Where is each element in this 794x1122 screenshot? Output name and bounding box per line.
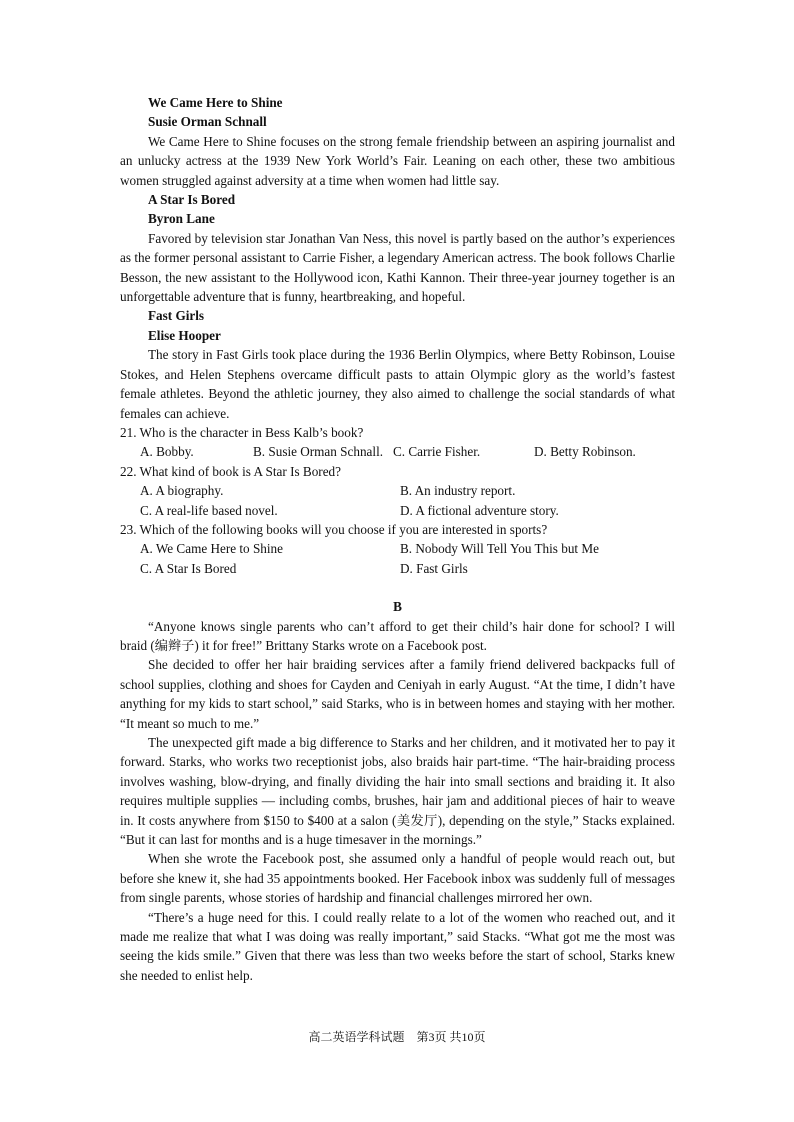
passage-paragraph: She decided to offer her hair braiding services after a family friend delivered backpacks full of school supplies, clothing and shoes for Cayden and Ceniyah in early August. “At the time, I didn’t have anything for my kids to start school,” said Starks, who is in between homes and staying with her mother. “It meant so much to me.” (120, 657, 675, 731)
book-title: A Star Is Bored (148, 192, 236, 208)
option-a: A. We Came Here to Shine (140, 541, 283, 557)
option-a: A. A biography. (140, 483, 224, 499)
book-title: Fast Girls (148, 308, 205, 324)
question-stem: 23. Which of the following books will you choose if you are interested in sports? (120, 521, 548, 537)
option-d: D. Betty Robinson. (534, 444, 636, 460)
question-options (120, 442, 675, 461)
passage-paragraph: “There’s a huge need for this. I could really relate to a lot of the women who reached out, and it made me realize that what I was doing was really important,” said Stacks. “What got me the most was seeing the kids smile.” Given that there was less than two weeks before the start of school, Starks knew she needed to enlist help. (120, 909, 675, 983)
option-c: C. A real-life based novel. (140, 502, 278, 518)
book-description: The story in Fast Girls took place during the 1936 Berlin Olympics, where Betty Robinson, Louise Stokes, and Helen Stephens overcame difficult pasts to attain Olympic glory as the world’s fastest female athletes. Beyond the athletic journey, they also aimed to challenge the social standards of what females can achieve. (120, 347, 675, 421)
question-options (120, 481, 675, 520)
option-b: B. Nobody Will Tell You This but Me (400, 541, 599, 557)
question-22 (120, 462, 675, 520)
option-d: D. A fictional adventure story. (400, 502, 559, 518)
book-description: Favored by television star Jonathan Van Ness, this novel is partly based on the author’s experiences as the former personal assistant to Carrie Fisher, a legendary American actress. The book follows Charlie Besson, the new assistant to the Hollywood icon, Kathi Kannon. Their three-year journey together is an unforgettable adventure that is funny, heartbreaking, and hopeful. (120, 230, 675, 305)
option-c: C. A Star Is Bored (140, 560, 237, 576)
option-a: A. Bobby. (140, 444, 194, 460)
book-author: Elise Hooper (148, 327, 221, 343)
exam-page (120, 93, 675, 985)
passage-paragraph: The unexpected gift made a big difference to Starks and her children, and it motivated her to pay it forward. Starks, who works two receptionist jobs, also braids hair part-time. “The hair-braiding process involves washing, blow-drying, and finally dividing the hair into small sections and braiding it. It also requires multiple supplies — including combs, brushes, hair jam and additional pieces of hair to weave in. It costs anywhere from $150 to $400 at a salon (美发厅), depending on the style,” Stacks explained. “But it can last for months and is a huge timesaver in the mornings.” (120, 735, 675, 848)
option-b: B. Susie Orman Schnall. (253, 444, 384, 460)
option-d: D. Fast Girls (400, 560, 468, 576)
book-author: Susie Orman Schnall (148, 114, 267, 130)
page-footer: 高二英语学科试题 第3页 共10页 (308, 1030, 486, 1044)
passage-paragraph: “Anyone knows single parents who can’t afford to get their child’s hair done for school? I will braid (编辫子) it for free!” Brittany Starks wrote on a Facebook post. (120, 618, 675, 653)
question-stem: 21. Who is the character in Bess Kalb’s book? (120, 424, 364, 440)
book-entry (120, 93, 675, 190)
book-entry (120, 190, 675, 306)
book-entry (120, 306, 675, 422)
option-c: C. Carrie Fisher. (393, 444, 481, 460)
book-title: We Came Here to Shine (148, 95, 283, 110)
option-b: B. An industry report. (400, 483, 516, 499)
question-options (120, 539, 675, 578)
passage-paragraph: When she wrote the Facebook post, she assumed only a handful of people would reach out, but before she knew it, she had 35 appointments booked. Her Facebook inbox was suddenly full of messages from single parents, whose stories of hardship and financial challenges mirrored her own. (120, 851, 675, 906)
section-label: B (393, 599, 402, 615)
book-author: Byron Lane (148, 211, 215, 227)
question-23 (120, 520, 675, 578)
book-description: We Came Here to Shine focuses on the strong female friendship between an aspiring journalist and an unlucky actress at the 1939 New York World’s Fair. Leaning on each other, these two ambitious women struggled against adversity at a time when women had little say. (120, 133, 675, 188)
question-21 (120, 423, 675, 462)
question-stem: 22. What kind of book is A Star Is Bored? (120, 463, 341, 479)
